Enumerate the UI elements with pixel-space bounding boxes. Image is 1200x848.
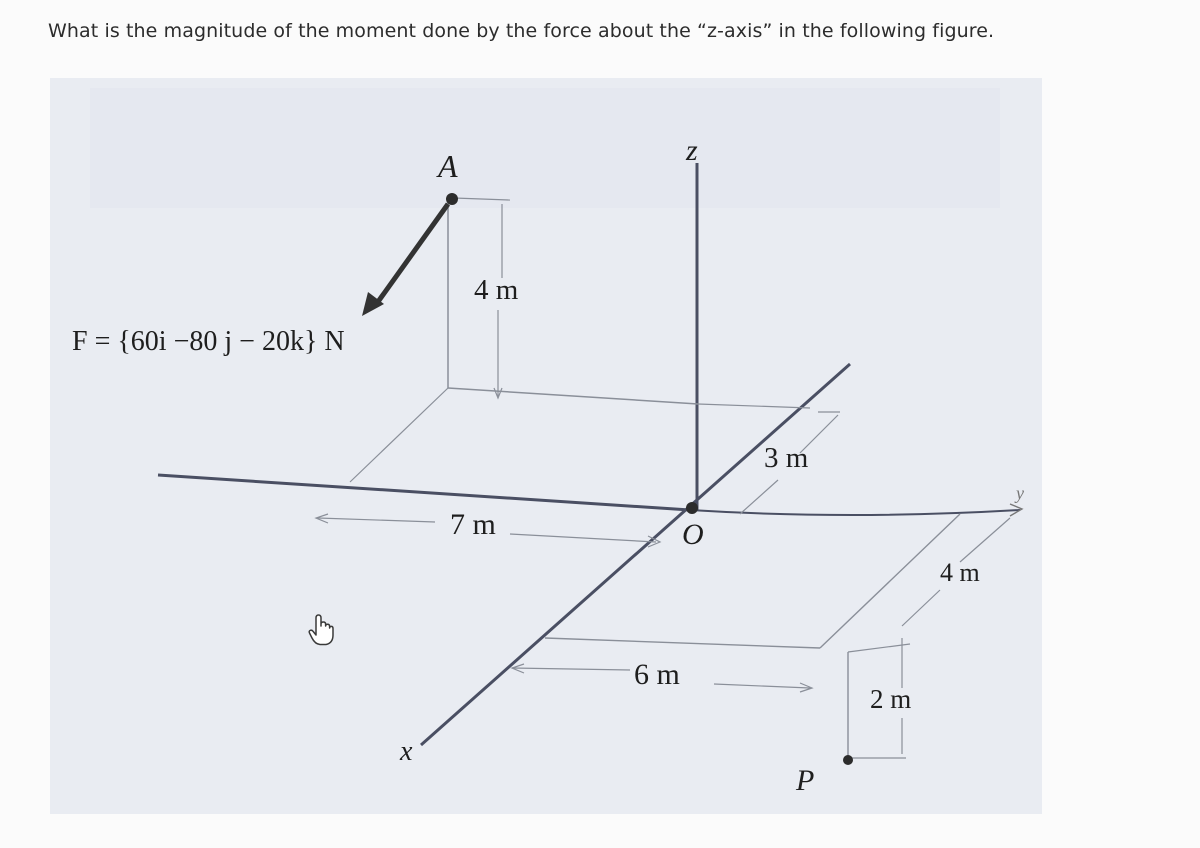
dim-4m-right-label: 4 m — [940, 558, 980, 587]
origin-label: O — [682, 518, 704, 551]
point-a-dot — [446, 193, 458, 205]
x-axis-label: x — [400, 736, 413, 767]
dim-3m-label: 3 m — [764, 442, 809, 474]
y-axis-label: y — [1016, 483, 1024, 503]
z-axis-label: z — [686, 134, 698, 167]
dim-2m-label: 2 m — [870, 684, 912, 714]
point-p-label: P — [796, 764, 815, 797]
hand-pointer-icon — [308, 614, 334, 646]
origin-point — [686, 502, 698, 514]
point-p-dot — [843, 755, 853, 765]
dim-4m-vertical-label: 4 m — [474, 274, 519, 306]
dim-6m-label: 6 m — [634, 658, 680, 691]
question-text: What is the magnitude of the moment done by the force about the “z-axis” in the following figure. — [48, 20, 995, 42]
texture-band — [90, 88, 1000, 208]
force-label: F = {60i −80 j − 20k} N — [72, 326, 345, 357]
dim-7m-label: 7 m — [450, 508, 496, 541]
point-a-label: A — [438, 148, 458, 184]
statics-figure — [50, 78, 1042, 814]
